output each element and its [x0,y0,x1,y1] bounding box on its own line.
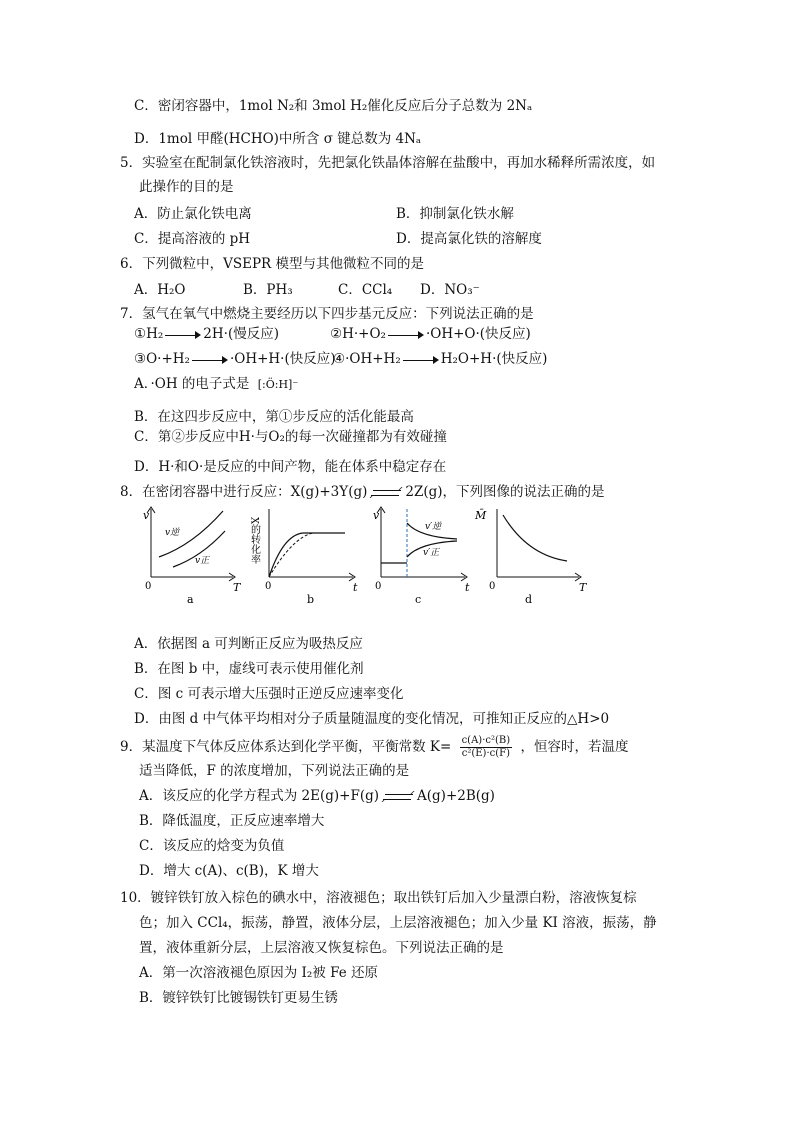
graph-a-caption: a [187,593,194,606]
graph-d-xlabel: T [579,581,587,594]
reaction-arrow-icon [403,355,439,365]
q10-stem-line2: 色；加入 CCl₄，振荡，静置，液体分层，上层溶液褪色；加入少量 KI 溶液，振荡，静 [139,915,657,931]
q9-stem-line2: 适当降低，F 的浓度增加，下列说法正确的是 [139,763,410,779]
graph-c-ylabel: v [373,509,380,522]
graph-d [474,509,588,606]
graph-b-ylabel: X的转化率 [248,517,260,565]
reaction-arrow-icon [192,355,228,365]
q6-stem: 6．下列微粒中，VSEPR 模型与其他微粒不同的是 [120,256,424,272]
q6-option-b: B．PH₃ [243,282,293,298]
graph-c-xlabel: t [465,581,470,594]
q10-option-a: A．第一次溶液褪色原因为 I₂被 Fe 还原 [139,965,378,981]
q9-option-c: C．该反应的焓变为负值 [139,838,285,854]
q5-stem-line2: 此操作的目的是 [139,179,234,195]
q8-option-b: B．在图 b 中，虚线可表示使用催化剂 [134,661,364,677]
q9-option-d: D．增大 c(A)、c(B)，K 增大 [139,863,319,879]
q9-stem-line1: 9．某温度下气体反应体系达到化学平衡，平衡常数 K= $\frac{\text{c(A)·c²(B)}}{\text{c²(E)·c(F)}}$ ，恒容时，若温度 [120,735,629,759]
reaction-arrow-icon [165,330,201,340]
graph-c [373,507,470,606]
electron-formula: [:Ö:H]⁻ [257,378,299,391]
graph-a-curve1: v逆 [165,528,180,538]
graph-d-caption: d [525,593,533,606]
graph-b-origin: 0 [265,581,272,592]
q8-option-a: A．依据图 a 可判断正反应为吸热反应 [134,636,363,652]
graph-a-ylabel: v [143,509,150,522]
q7-reaction-1: ①H₂ 2H·(慢反应) [134,326,279,342]
equilibrium-constant-fraction: $\frac{\text{c(A)·c²(B)}}{\text{c²(E)·c(F)}}$ [461,735,511,759]
graph-a [143,507,242,606]
q5-option-c: C．提高溶液的 pH [134,231,251,247]
graph-c-caption: c [415,593,422,606]
q8-option-d: D．由图 d 中气体平均相对分子质量随温度的变化情况，可推知正反应的△H>0 [134,711,610,727]
graph-c-curve1: v′逆 [425,522,442,532]
q7-option-a: A．·OH 的电子式是 [:Ö:H]⁻ [134,376,299,392]
q8-stem: 8．在密闭容器中进行反应：X(g)+3Y(g) 2Z(g)，下列图像的说法正确的是 [120,484,605,500]
q7-stem: 7．氢气在氧气中燃烧主要经历以下四步基元反应：下列说法正确的是 [120,306,534,322]
graph-b [249,509,359,606]
q7-reaction-2: ②H·+O₂ ·OH+O·(快反应) [330,326,531,342]
graph-a-origin: 0 [145,581,152,592]
q5-option-a: A．防止氯化铁电离 [134,206,252,222]
graph-a-xlabel: T [233,581,241,594]
equilibrium-arrow-icon [371,487,401,499]
q8-option-c: C．图 c 可表示增大压强时正逆反应速率变化 [134,686,404,702]
q9-option-b: B．降低温度，正反应速率增大 [139,813,325,829]
q4-option-c: C．密闭容器中，1mol N₂和 3mol H₂催化反应后分子总数为 2Nₐ [134,98,533,114]
q7-option-b: B．在这四步反应中，第①步反应的活化能最高 [134,409,414,425]
reaction-arrow-icon [388,330,424,340]
q5-stem-line1: 5．实验室在配制氯化铁溶液时，先把氯化铁晶体溶解在盐酸中，再加水稀释所需浓度，如 [120,155,656,171]
q10-option-b: B．镀锌铁钉比镀锡铁钉更易生锈 [139,990,338,1006]
q6-option-a: A．H₂O [134,282,186,298]
graph-c-origin: 0 [375,581,382,592]
graph-d-ylabel: M̄ [475,509,487,522]
q6-option-c: C．CCl₄ [338,282,393,298]
q7-reaction-4: ④·OH+H₂ H₂O+H·(快反应) [333,351,548,367]
equilibrium-arrow-icon [383,791,413,803]
q8-graphs [135,505,615,615]
q9-option-a: A．该反应的化学方程式为 2E(g)+F(g) A(g)+2B(g) [139,788,495,804]
q7-option-c: C．第②步反应中H·与O₂的每一次碰撞都为有效碰撞 [134,429,447,445]
q7-option-d: D．H·和O·是反应的中间产物，能在体系中稳定存在 [134,459,447,475]
q4-option-d: D．1mol 甲醛(HCHO)中所含 σ 键总数为 4Nₐ [134,131,422,147]
q10-stem-line3: 置，液体重新分层，上层溶液又恢复棕色。下列说法正确的是 [139,940,504,956]
graph-c-curve2: v′正 [423,548,440,558]
q5-option-d: D．提高氯化铁的溶解度 [396,231,542,247]
graph-b-xlabel: t [353,581,358,594]
graph-b-caption: b [307,593,315,606]
q6-option-d: D．NO₃⁻ [420,282,480,298]
graph-d-origin: 0 [489,581,496,592]
q5-option-b: B．抑制氯化铁水解 [396,206,514,222]
graph-a-curve2: v正 [195,556,210,566]
q10-stem-line1: 10．镀锌铁钉放入棕色的碘水中，溶液褪色；取出铁钉后加入少量漂白粉，溶液恢复棕 [120,890,637,906]
q7-reaction-3: ③O·+H₂ ·OH+H·(快反应) [134,351,336,367]
